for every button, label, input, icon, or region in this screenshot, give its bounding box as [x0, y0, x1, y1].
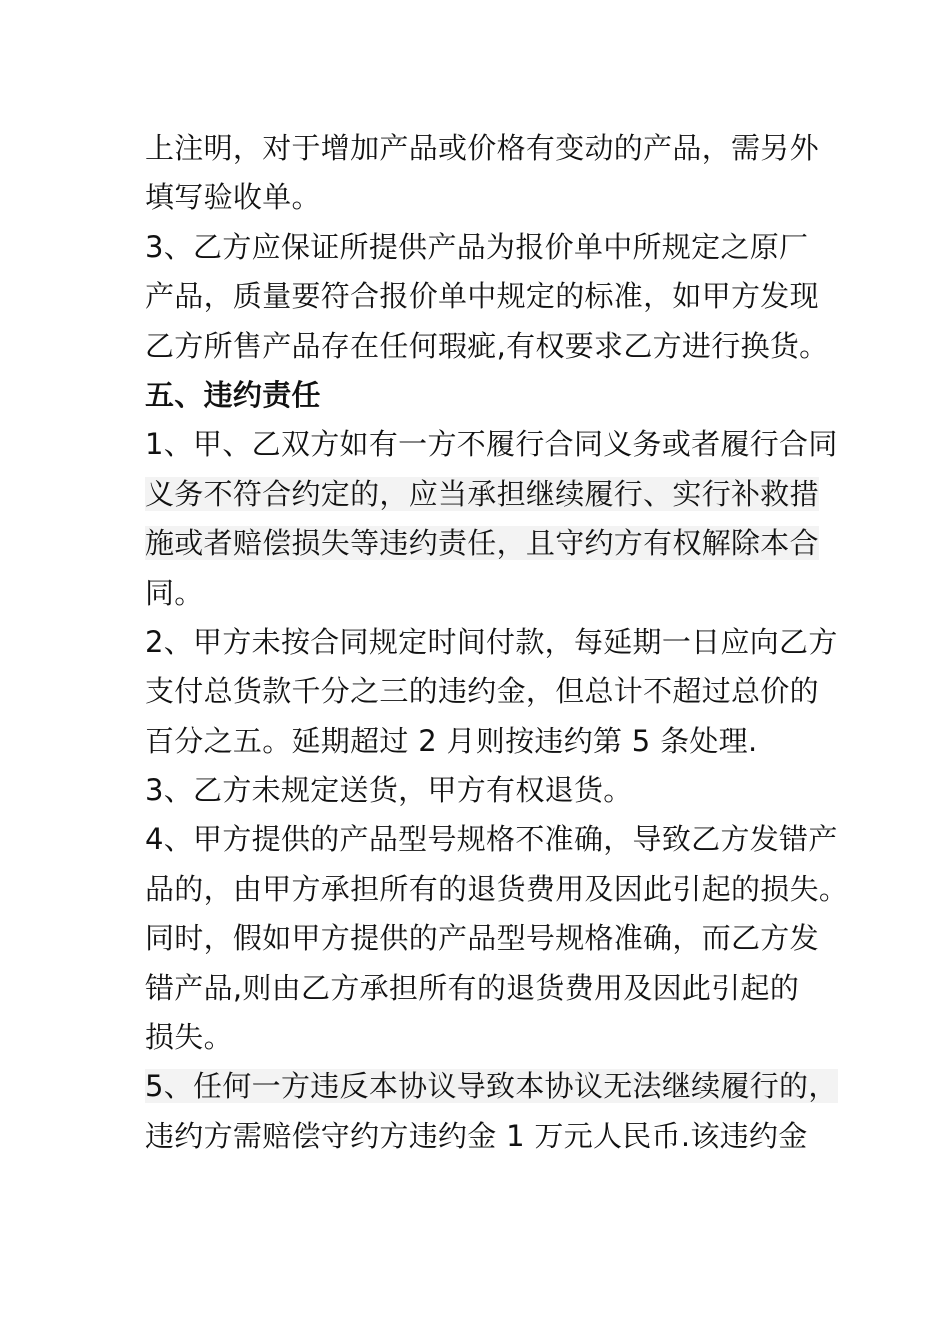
text-line: 产品，质量要符合报价单中规定的标准，如甲方发现	[145, 279, 819, 314]
text-line: 支付总货款千分之三的违约金，但总计不超过总价的	[145, 674, 819, 709]
text-line	[145, 470, 835, 519]
text-line: 损失。	[145, 1020, 233, 1055]
text-line: 违约方需赔偿守约方违约金 1 万元人民币.该违约金	[145, 1118, 808, 1153]
text-line: 上注明，对于增加产品或价格有变动的产品，需另外	[145, 131, 819, 165]
clause-4-line: 4、甲方提供的产品型号规格不准确，导致乙方发错产	[145, 822, 838, 857]
clause-1-line	[145, 420, 838, 469]
text-line: 乙方所售产品存在任何瑕疵,有权要求乙方进行换货。	[145, 328, 829, 363]
text-line: 同时，假如甲方提供的产品型号规格准确，而乙方发	[145, 921, 819, 956]
clause-3-line: 3、乙方应保证所提供产品为报价单中所规定之原厂	[145, 229, 809, 264]
text-line-highlighted: 5、任何一方违反本协议导致本协议无法继续履行的，	[145, 1069, 838, 1104]
text-line-highlighted: 义务不符合约定的，应当承担继续履行、实行补救措	[145, 476, 819, 511]
clause-2-line: 2、甲方未按合同规定时间付款，每延期一日应向乙方	[145, 624, 838, 659]
text-line: 品的，由甲方承担所有的退货费用及因此引起的损失。	[145, 871, 849, 906]
text-line	[145, 519, 835, 568]
clause-5-line	[145, 1062, 838, 1111]
clause-3b-line: 3、乙方未规定送货，甲方有权退货。	[145, 773, 633, 808]
text-line-highlighted: 施或者赔偿损失等违约责任，且守约方有权解除本合	[145, 526, 819, 561]
contract-text	[145, 124, 849, 1161]
section-heading: 五、违约责任	[145, 377, 321, 412]
text-line: 错产品,则由乙方承担所有的退货费用及因此引起的	[145, 970, 800, 1005]
text-line: 百分之五。延期超过 2 月则按违约第 5 条处理.	[145, 723, 758, 758]
text-line: 填写验收单。	[145, 180, 321, 215]
text-line-highlighted: 1、甲、乙双方如有一方不履行合同义务或者履行合同	[145, 427, 838, 462]
text-line: 同。	[145, 575, 204, 610]
